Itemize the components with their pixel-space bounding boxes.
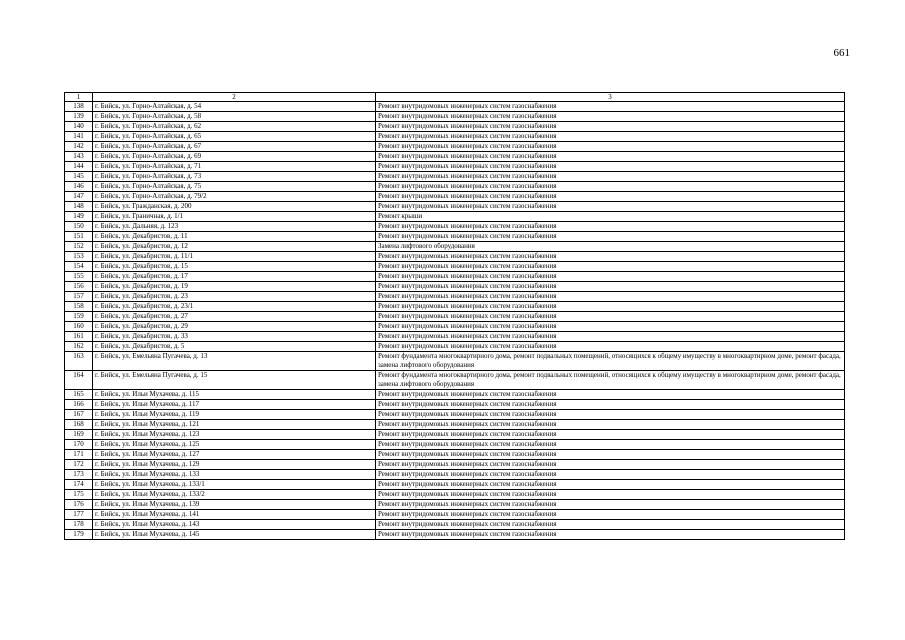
table-row: [65, 332, 845, 342]
table-row: [65, 222, 845, 232]
address-cell: г. Бийск, ул. Горно-Алтайская, д. 79/2: [93, 192, 376, 202]
address-cell: г. Бийск, ул. Граничная, д. 1/1: [93, 212, 376, 222]
work-cell: Ремонт внутридомовых инженерных систем газоснабжения: [376, 500, 845, 510]
work-cell: Ремонт внутридомовых инженерных систем газоснабжения: [376, 292, 845, 302]
row-number-cell: 144: [65, 162, 93, 172]
address-cell: г. Бийск, ул. Ильи Мухачева, д. 133/1: [93, 480, 376, 490]
column-header-address: 2: [93, 93, 376, 102]
work-cell: Ремонт внутридомовых инженерных систем газоснабжения: [376, 232, 845, 242]
address-cell: г. Бийск, ул. Декабристов, д. 27: [93, 312, 376, 322]
work-cell: Ремонт внутридомовых инженерных систем газоснабжения: [376, 282, 845, 292]
row-number-cell: 166: [65, 400, 93, 410]
work-cell: Ремонт внутридомовых инженерных систем газоснабжения: [376, 332, 845, 342]
table-row: [65, 272, 845, 282]
row-number-cell: 160: [65, 322, 93, 332]
address-cell: г. Бийск, ул. Декабристов, д. 23/1: [93, 302, 376, 312]
row-number-cell: 149: [65, 212, 93, 222]
row-number-cell: 176: [65, 500, 93, 510]
row-number-cell: 153: [65, 252, 93, 262]
row-number-cell: 140: [65, 122, 93, 132]
table-row: [65, 352, 845, 371]
table-row: [65, 312, 845, 322]
work-cell: Ремонт внутридомовых инженерных систем газоснабжения: [376, 302, 845, 312]
table-row: [65, 520, 845, 530]
address-cell: г. Бийск, ул. Декабристов, д. 17: [93, 272, 376, 282]
work-cell: Ремонт внутридомовых инженерных систем газоснабжения: [376, 470, 845, 480]
table-row: [65, 172, 845, 182]
work-cell: Ремонт внутридомовых инженерных систем газоснабжения: [376, 142, 845, 152]
row-number-cell: 175: [65, 490, 93, 500]
row-number-cell: 152: [65, 242, 93, 252]
work-cell: Ремонт внутридомовых инженерных систем газоснабжения: [376, 152, 845, 162]
work-cell: Ремонт внутридомовых инженерных систем газоснабжения: [376, 420, 845, 430]
work-cell: Ремонт внутридомовых инженерных систем газоснабжения: [376, 222, 845, 232]
column-header-number: 1: [65, 93, 93, 102]
address-cell: г. Бийск, ул. Ильи Мухачева, д. 117: [93, 400, 376, 410]
repair-table: [64, 92, 845, 540]
table-row: [65, 440, 845, 450]
row-number-cell: 165: [65, 390, 93, 400]
work-cell: Ремонт внутридомовых инженерных систем газоснабжения: [376, 122, 845, 132]
work-cell: Ремонт внутридомовых инженерных систем газоснабжения: [376, 430, 845, 440]
work-cell: Ремонт внутридомовых инженерных систем газоснабжения: [376, 102, 845, 112]
work-cell: Ремонт внутридомовых инженерных систем газоснабжения: [376, 162, 845, 172]
row-number-cell: 147: [65, 192, 93, 202]
work-cell: Ремонт внутридомовых инженерных систем газоснабжения: [376, 400, 845, 410]
table-row: [65, 112, 845, 122]
row-number-cell: 179: [65, 530, 93, 540]
column-header-work: 3: [376, 93, 845, 102]
row-number-cell: 145: [65, 172, 93, 182]
table-row: [65, 480, 845, 490]
work-cell: Ремонт внутридомовых инженерных систем газоснабжения: [376, 272, 845, 282]
table-row: [65, 530, 845, 540]
table-row: [65, 292, 845, 302]
work-cell: Ремонт внутридомовых инженерных систем газоснабжения: [376, 390, 845, 400]
work-cell: Ремонт внутридомовых инженерных систем газоснабжения: [376, 410, 845, 420]
address-cell: г. Бийск, ул. Горно-Алтайская, д. 75: [93, 182, 376, 192]
work-cell: Ремонт внутридомовых инженерных систем газоснабжения: [376, 530, 845, 540]
address-cell: г. Бийск, ул. Декабристов, д. 11: [93, 232, 376, 242]
row-number-cell: 148: [65, 202, 93, 212]
work-cell: Ремонт внутридомовых инженерных систем газоснабжения: [376, 342, 845, 352]
address-cell: г. Бийск, ул. Горно-Алтайская, д. 73: [93, 172, 376, 182]
work-cell: Ремонт фундамента многоквартирного дома, ремонт подвальных помещений, относящихся к общему имуществу в многоквартирном доме, ремонт фасада, замена лифтового оборудования: [376, 352, 845, 371]
table-row: [65, 390, 845, 400]
address-cell: г. Бийск, ул. Емельяна Пугачева, д. 15: [93, 371, 376, 390]
table-row: [65, 152, 845, 162]
address-cell: г. Бийск, ул. Ильи Мухачева, д. 125: [93, 440, 376, 450]
work-cell: Ремонт внутридомовых инженерных систем газоснабжения: [376, 450, 845, 460]
row-number-cell: 168: [65, 420, 93, 430]
row-number-cell: 157: [65, 292, 93, 302]
work-cell: Ремонт внутридомовых инженерных систем газоснабжения: [376, 510, 845, 520]
table-row: [65, 212, 845, 222]
address-cell: г. Бийск, ул. Ильи Мухачева, д. 133/2: [93, 490, 376, 500]
table-row: [65, 262, 845, 272]
table-row: [65, 282, 845, 292]
row-number-cell: 139: [65, 112, 93, 122]
page-number: 661: [833, 47, 850, 59]
address-cell: г. Бийск, ул. Ильи Мухачева, д. 121: [93, 420, 376, 430]
table-row: [65, 182, 845, 192]
work-cell: Ремонт внутридомовых инженерных систем газоснабжения: [376, 192, 845, 202]
work-cell: Ремонт внутридомовых инженерных систем газоснабжения: [376, 322, 845, 332]
table-row: [65, 371, 845, 390]
row-number-cell: 158: [65, 302, 93, 312]
table-row: [65, 162, 845, 172]
row-number-cell: 141: [65, 132, 93, 142]
row-number-cell: 154: [65, 262, 93, 272]
row-number-cell: 156: [65, 282, 93, 292]
row-number-cell: 174: [65, 480, 93, 490]
table-row: [65, 142, 845, 152]
address-cell: г. Бийск, ул. Ильи Мухачева, д. 127: [93, 450, 376, 460]
table-row: [65, 342, 845, 352]
table-row: [65, 450, 845, 460]
work-cell: Ремонт внутридомовых инженерных систем газоснабжения: [376, 252, 845, 262]
address-cell: г. Бийск, ул. Декабристов, д. 23: [93, 292, 376, 302]
row-number-cell: 171: [65, 450, 93, 460]
work-cell: Ремонт внутридомовых инженерных систем газоснабжения: [376, 460, 845, 470]
work-cell: Ремонт внутридомовых инженерных систем газоснабжения: [376, 262, 845, 272]
address-cell: г. Бийск, ул. Ильи Мухачева, д. 119: [93, 410, 376, 420]
address-cell: г. Бийск, ул. Декабристов, д. 15: [93, 262, 376, 272]
work-cell: Ремонт крыши: [376, 212, 845, 222]
work-cell: Ремонт внутридомовых инженерных систем газоснабжения: [376, 112, 845, 122]
table-row: [65, 430, 845, 440]
table-row: [65, 132, 845, 142]
row-number-cell: 151: [65, 232, 93, 242]
address-cell: г. Бийск, ул. Горно-Алтайская, д. 54: [93, 102, 376, 112]
address-cell: г. Бийск, ул. Ильи Мухачева, д. 143: [93, 520, 376, 530]
table-row: [65, 192, 845, 202]
address-cell: г. Бийск, ул. Горно-Алтайская, д. 58: [93, 112, 376, 122]
work-cell: Ремонт фундамента многоквартирного дома, ремонт подвальных помещений, относящихся к общему имуществу в многоквартирном доме, ремонт фасада, замена лифтового оборудования: [376, 371, 845, 390]
row-number-cell: 164: [65, 371, 93, 390]
table-row: [65, 242, 845, 252]
work-cell: Ремонт внутридомовых инженерных систем газоснабжения: [376, 440, 845, 450]
address-cell: г. Бийск, ул. Дальняя, д. 123: [93, 222, 376, 232]
work-cell: Ремонт внутридомовых инженерных систем газоснабжения: [376, 480, 845, 490]
row-number-cell: 159: [65, 312, 93, 322]
table-row: [65, 420, 845, 430]
address-cell: г. Бийск, ул. Гражданская, д. 200: [93, 202, 376, 212]
row-number-cell: 150: [65, 222, 93, 232]
table-row: [65, 102, 845, 112]
table-row: [65, 410, 845, 420]
work-cell: Ремонт внутридомовых инженерных систем газоснабжения: [376, 182, 845, 192]
table-row: [65, 460, 845, 470]
table-row: [65, 400, 845, 410]
table-row: [65, 232, 845, 242]
table-row: [65, 252, 845, 262]
row-number-cell: 169: [65, 430, 93, 440]
row-number-cell: 177: [65, 510, 93, 520]
table-row: [65, 302, 845, 312]
work-cell: Замена лифтового оборудования: [376, 242, 845, 252]
address-cell: г. Бийск, ул. Декабристов, д. 12: [93, 242, 376, 252]
address-cell: г. Бийск, ул. Декабристов, д. 19: [93, 282, 376, 292]
table-row: [65, 500, 845, 510]
row-number-cell: 172: [65, 460, 93, 470]
table-body: [65, 93, 845, 540]
table-row: [65, 202, 845, 212]
address-cell: г. Бийск, ул. Декабристов, д. 5: [93, 342, 376, 352]
row-number-cell: 161: [65, 332, 93, 342]
work-cell: Ремонт внутридомовых инженерных систем газоснабжения: [376, 132, 845, 142]
address-cell: г. Бийск, ул. Горно-Алтайская, д. 65: [93, 132, 376, 142]
address-cell: г. Бийск, ул. Горно-Алтайская, д. 62: [93, 122, 376, 132]
address-cell: г. Бийск, ул. Ильи Мухачева, д. 145: [93, 530, 376, 540]
table-row: [65, 322, 845, 332]
row-number-cell: 143: [65, 152, 93, 162]
work-cell: Ремонт внутридомовых инженерных систем газоснабжения: [376, 520, 845, 530]
address-cell: г. Бийск, ул. Ильи Мухачева, д. 139: [93, 500, 376, 510]
address-cell: г. Бийск, ул. Горно-Алтайская, д. 69: [93, 152, 376, 162]
address-cell: г. Бийск, ул. Горно-Алтайская, д. 67: [93, 142, 376, 152]
row-number-cell: 167: [65, 410, 93, 420]
row-number-cell: 178: [65, 520, 93, 530]
address-cell: г. Бийск, ул. Ильи Мухачева, д. 123: [93, 430, 376, 440]
work-cell: Ремонт внутридомовых инженерных систем газоснабжения: [376, 312, 845, 322]
address-cell: г. Бийск, ул. Горно-Алтайская, д. 71: [93, 162, 376, 172]
work-cell: Ремонт внутридомовых инженерных систем газоснабжения: [376, 490, 845, 500]
address-cell: г. Бийск, ул. Ильи Мухачева, д. 133: [93, 470, 376, 480]
table-row: [65, 122, 845, 132]
work-cell: Ремонт внутридомовых инженерных систем газоснабжения: [376, 172, 845, 182]
address-cell: г. Бийск, ул. Ильи Мухачева, д. 141: [93, 510, 376, 520]
row-number-cell: 170: [65, 440, 93, 450]
row-number-cell: 138: [65, 102, 93, 112]
row-number-cell: 146: [65, 182, 93, 192]
address-cell: г. Бийск, ул. Декабристов, д. 11/1: [93, 252, 376, 262]
table-header-row: [65, 93, 845, 102]
address-cell: г. Бийск, ул. Декабристов, д. 29: [93, 322, 376, 332]
address-cell: г. Бийск, ул. Ильи Мухачева, д. 115: [93, 390, 376, 400]
table-row: [65, 510, 845, 520]
row-number-cell: 155: [65, 272, 93, 282]
table-row: [65, 490, 845, 500]
row-number-cell: 142: [65, 142, 93, 152]
row-number-cell: 163: [65, 352, 93, 371]
address-cell: г. Бийск, ул. Декабристов, д. 33: [93, 332, 376, 342]
work-cell: Ремонт внутридомовых инженерных систем газоснабжения: [376, 202, 845, 212]
address-cell: г. Бийск, ул. Ильи Мухачева, д. 129: [93, 460, 376, 470]
row-number-cell: 173: [65, 470, 93, 480]
table-row: [65, 470, 845, 480]
address-cell: г. Бийск, ул. Емельяна Пугачева, д. 13: [93, 352, 376, 371]
row-number-cell: 162: [65, 342, 93, 352]
